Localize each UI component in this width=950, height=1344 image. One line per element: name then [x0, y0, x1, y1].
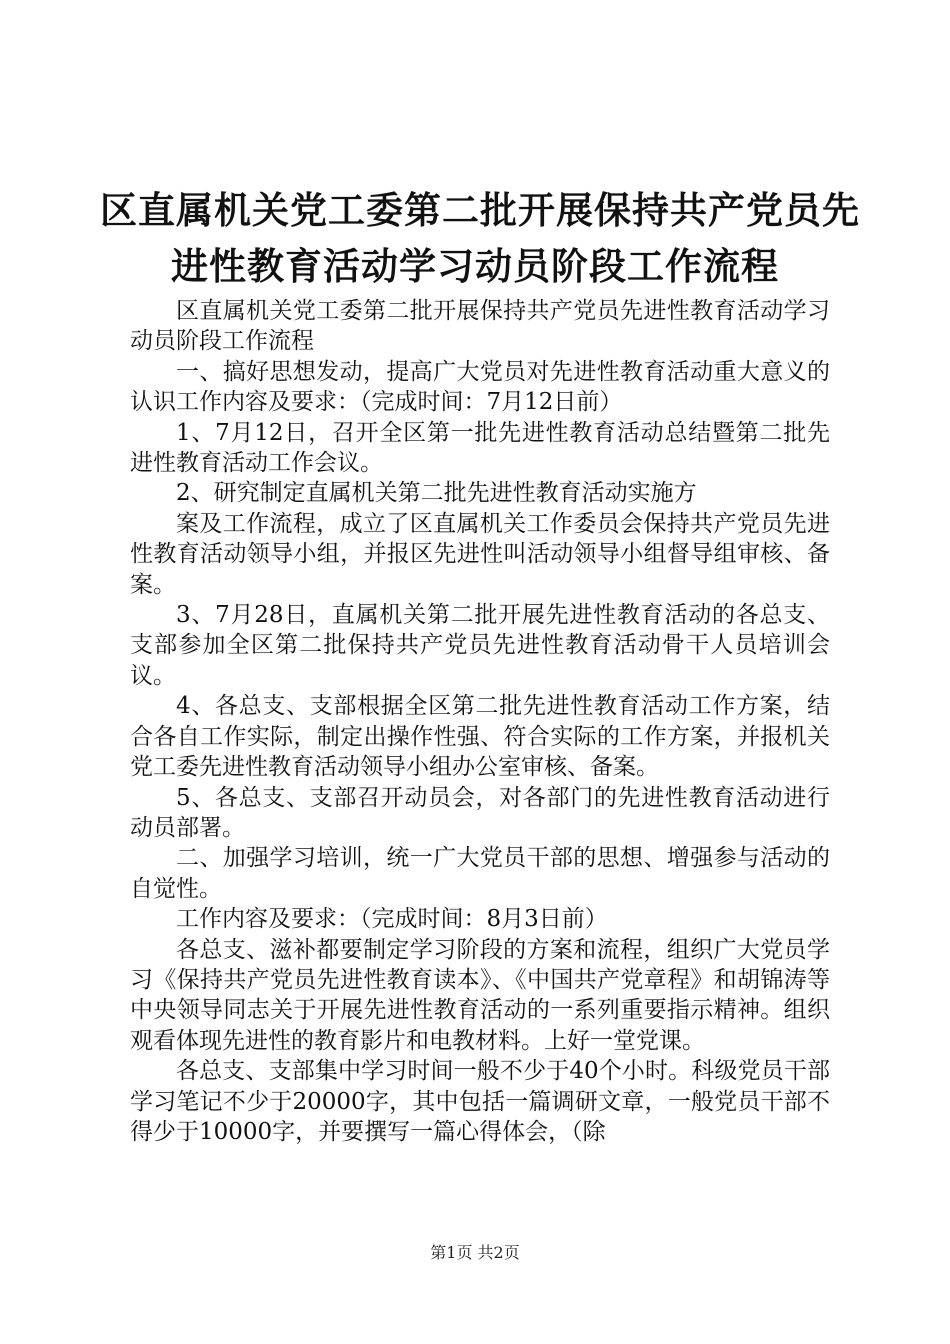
body-paragraph: 工作内容及要求：（完成时间：8月3日前）: [176, 906, 608, 933]
body-paragraph: 3、7月28日，直属机关第二批开展先进性教育活动的各总支、支部参加全区第二批保持共产党员先进性教育活动骨干人员培训会议。: [130, 602, 830, 689]
body-paragraph: 一、搞好思想发动，提高广大党员对先进性教育活动重大意义的认识工作内容及要求：（完成时间：7月12日前）: [130, 358, 830, 416]
document-body: [130, 296, 830, 1147]
body-paragraph: 2、研究制定直属机关第二批先进性教育活动实施方: [176, 480, 697, 507]
body-paragraph: 5、各总支、支部召开动员会，对各部门的先进性教育活动进行动员部署。: [130, 784, 830, 841]
body-paragraph: 4、各总支、支部根据全区第二批先进性教育活动工作方案，结合各自工作实际，制定出操作性强、符合实际的工作方案，并报机关党工委先进性教育活动领导小组办公室审核、备案。: [130, 693, 830, 781]
body-paragraph: 各总支、支部集中学习时间一般不少于40个小时。科级党员干部学习笔记不少于20000字，其中包括一篇调研文章，一般党员干部不得少于10000字，并要撰写一篇心得体会，（除: [130, 1058, 830, 1145]
body-paragraph: 1、7月12日，召开全区第一批先进性教育活动总结暨第二批先进性教育活动工作会议。: [130, 419, 830, 477]
page-number-footer: 第1页 共2页: [430, 1243, 520, 1262]
body-paragraph: 区直属机关党工委第二批开展保持共产党员先进性教育活动学习动员阶段工作流程: [130, 298, 830, 355]
document-title-line-1: 区直属机关党工委第二批开展保持共产党员先: [100, 189, 860, 232]
body-paragraph: 案及工作流程，成立了区直属机关工作委员会保持共产党员先进性教育活动领导小组，并报区先进性叫活动领导小组督导组审核、备案。: [130, 510, 830, 598]
document-title-line-2: 进性教育活动学习动员阶段工作流程: [171, 245, 779, 288]
body-paragraph: 各总支、滋补都要制定学习阶段的方案和流程，组织广大党员学习《保持共产党员先进性教育读本》、《中国共产党章程》和胡锦涛等中央领导同志关于开展先进性教育活动的一系列重要指示精神。组织观看体现先进性的教育影片和电教材料。上好一堂党课。: [130, 936, 830, 1054]
body-paragraph: 二、加强学习培训，统一广大党员干部的思想、增强参与活动的自觉性。: [130, 845, 830, 902]
